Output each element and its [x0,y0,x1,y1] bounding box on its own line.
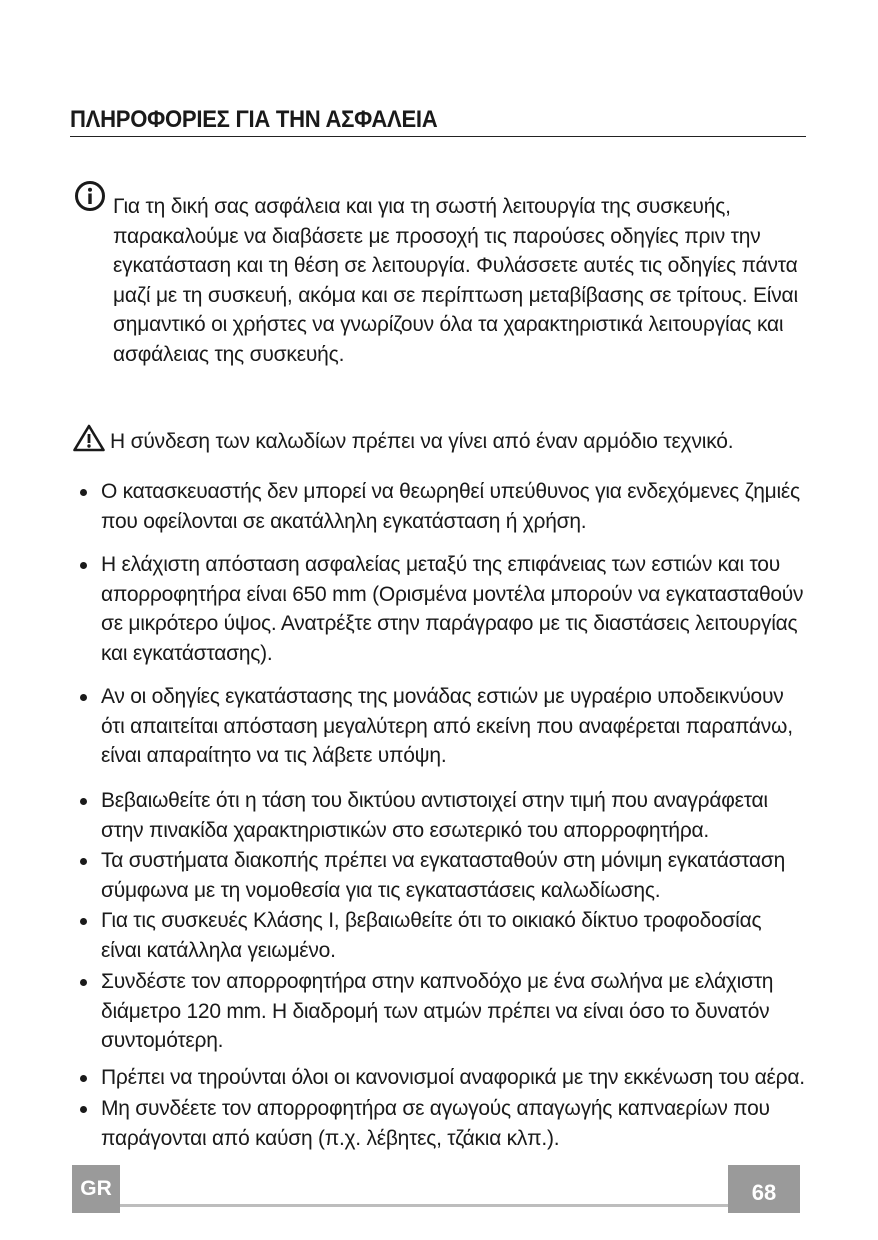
page-number: 68 [728,1165,800,1213]
bullet-dot [80,798,87,805]
bullet-dot [80,858,87,865]
list-item-text: Για τις συσκευές Κλάσης Ι, βεβαιωθείτε ότι το οικιακό δίκτυο τροφοδοσίας είναι κατάλληλα γειωμένο. [101,909,762,962]
bullet-dot [80,694,87,701]
list-item [72,906,807,965]
footer-rule [120,1204,730,1207]
list-item-text: Πρέπει να τηρούνται όλοι οι κανονισμοί αναφορικά με την εκκένωση του αέρα. [101,1066,805,1089]
warning-text: Η σύνδεση των καλωδίων πρέπει να γίνει από έναν αρμόδιο τεχνικό. [110,430,734,453]
bullet-dot [80,562,87,569]
list-item-text: Μη συνδέετε τον απορροφητήρα σε αγωγούς απαγωγής καπναερίων που παράγονται από καύση (π.χ. λέβητες, τζάκια κλπ.). [101,1097,770,1150]
list-item [72,550,807,668]
page-footer [72,1165,802,1215]
bullet-dot [80,918,87,925]
list-item-text: Αν οι οδηγίες εγκατάστασης της μονάδας εστιών με υγραέριο υποδεικνύουν ότι απαιτείται απόσταση μεγαλύτερη από εκείνη που αναφέρεται παραπάνω, είναι απαραίτητο να τις λάβετε υπόψη. [101,685,793,768]
list-item [72,1094,807,1153]
intro-body: παρακαλούμε να διαβάσετε με προσοχή τις παρούσες οδηγίες πριν την εγκατάσταση και τη θέση σε λειτουργία. Φυλάσσετε αυτές τις οδηγίες πάντα μαζί με τη συσκευή, ακόμα και σε περίπτωση μεταβίβασης σε τρίτους. Είναι σημαντικό οι χρήστες να γνωρίζουν όλα τα χαρακτηριστικά λειτουργίας και ασφάλειας της συσκευής. [113,224,798,366]
bullet-dot [80,1075,87,1082]
list-item [72,682,807,771]
list-item [72,477,807,536]
list-item [72,1063,807,1093]
bullet-dot [80,489,87,496]
bullet-dot [80,1106,87,1113]
intro-first-line: Για τη δική σας ασφάλεια και για τη σωστή λειτουργία της συσκευής, [113,195,731,218]
page-title: ΠΛΗΡΟΦΟΡΙΕΣ ΓΙΑ ΤΗΝ ΑΣΦΑΛΕΙΑ [70,106,438,133]
bullet-dot [80,979,87,986]
list-item-text: Ο κατασκευαστής δεν μπορεί να θεωρηθεί υπεύθυνος για ενδεχόμενες ζημιές που οφείλονται σε ακατάλληλη εγκατάσταση ή χρήση. [101,480,800,533]
list-item [72,786,807,845]
list-item [72,967,807,1056]
list-item-text: Συνδέστε τον απορροφητήρα στην καπνοδόχο με ένα σωλήνα με ελάχιστη διάμετρο 120 mm. Η διαδρομή των ατμών πρέπει να είναι όσο το δυνατόν συντομότερη. [101,970,774,1053]
list-item-text: Τα συστήματα διακοπής πρέπει να εγκατασταθούν στη μόνιμη εγκατάσταση σύμφωνα με τη νομοθεσία για τις εγκαταστάσεις καλωδίωσης. [101,849,786,902]
list-item-text: Η ελάχιστη απόσταση ασφαλείας μεταξύ της επιφάνειας των εστιών και του απορροφητήρα είναι 650 mm (Ορισμένα μοντέλα μπορούν να εγκατασταθούν σε μικρότερο ύψος. Ανατρέξτε στην παράγραφο με τις διαστάσεις λειτουργίας και εγκατάστασης). [101,553,804,665]
list-item [72,846,807,905]
language-badge: GR [72,1165,120,1213]
list-item-text: Βεβαιωθείτε ότι η τάση του δικτύου αντιστοιχεί στην τιμή που αναγράφεται στην πινακίδα χαρακτηριστικών στο εσωτερικό του απορροφητήρα. [101,789,768,842]
